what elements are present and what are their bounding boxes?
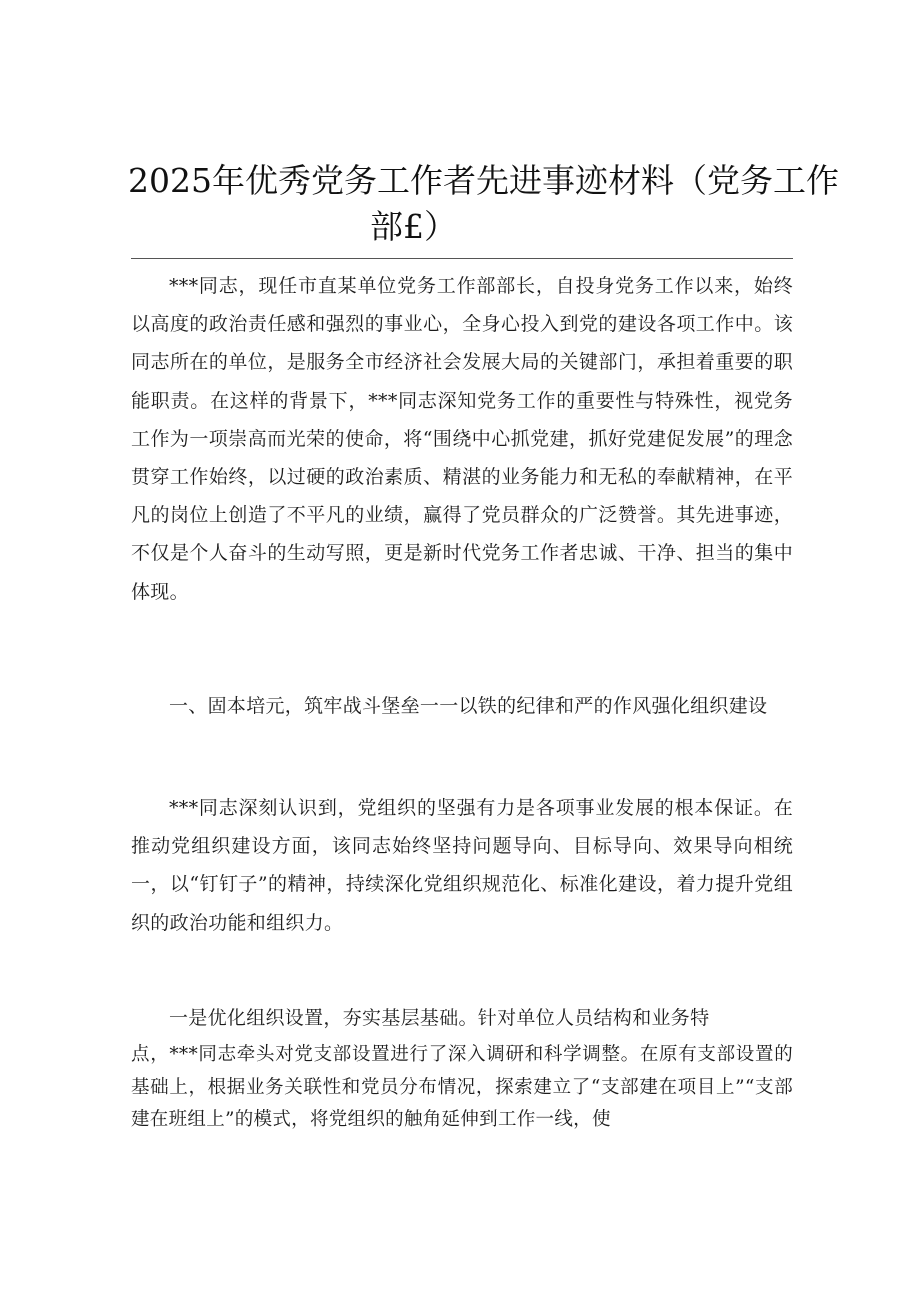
title-line-2: 部£）	[370, 207, 457, 246]
point-1-first-line: 一是优化组织设置，夯实基层基础。针对单位人员结构和业务特	[169, 1007, 710, 1029]
section-1-paragraph: ***同志深刻认识到，党组织的坚强有力是各项事业发展的根本保证。在推动党组织建设方面，该同志始终坚持问题导向、目标导向、效果导向相统一，以“钉钉子”的精神，持续深化党组织规范化、标准化建设，着力提升党组织的政治功能和组织力。	[131, 797, 793, 934]
intro-paragraph	[131, 267, 793, 611]
section-1-heading: 一、固本培元，筑牢战斗堡垒一一以铁的纪律和严的作风强化组织建设	[169, 695, 768, 717]
point-paragraph	[131, 997, 793, 1137]
section-paragraph	[131, 789, 793, 942]
document-title	[128, 158, 839, 250]
title-divider	[131, 258, 793, 259]
section-heading	[131, 687, 793, 725]
title-line-1: 2025年优秀党务工作者先进事迹材料（党务工作	[128, 161, 839, 200]
intro-text: ***同志，现任市直某单位党务工作部部长，自投身党务工作以来，始终以高度的政治责任感和强烈的事业心，全身心投入到党的建设各项工作中。该同志所在的单位，是服务全市经济社会发展大局的关键部门，承担着重要的职能职责。在这样的背景下，***同志深知党务工作的重要性与特殊性，视党务工作为一项崇高而光荣的使命，将“围绕中心抓党建，抓好党建促发展”的理念贯穿工作始终，以过硬的政治素质、精湛的业务能力和无私的奉献精神，在平凡的岗位上创造了不平凡的业绩，赢得了党员群众的广泛赞誉。其先进事迹，不仅是个人奋斗的生动写照，更是新时代党务工作者忠诚、干净、担当的集中体现。	[131, 275, 793, 603]
point-1-continuation: 点，***同志牵头对党支部设置进行了深入调研和科学调整。在原有支部设置的基础上，根据业务关联性和党员分布情况，探索建立了“支部建在项目上”“支部建在班组上”的模式，将党组织的触角延伸到工作一线，使	[131, 1044, 793, 1130]
